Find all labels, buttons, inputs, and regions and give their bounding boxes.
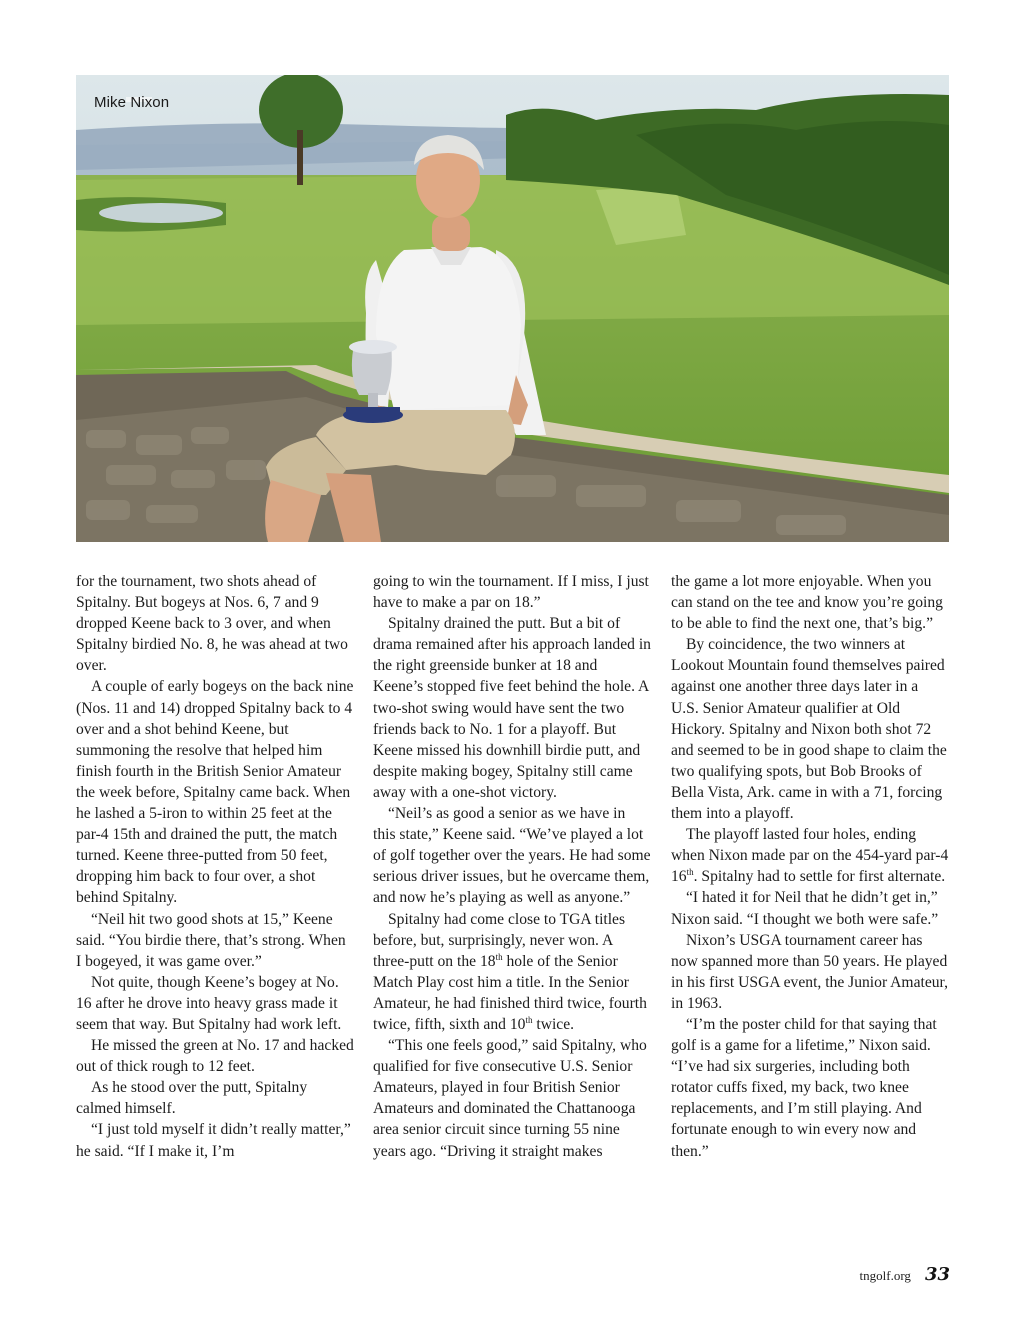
body-paragraph: The playoff lasted four holes, ending when Nixon made par on the 454-yard par-4 16th. Spitalny had to settle for first alternate. bbox=[671, 826, 949, 886]
body-paragraph: “This one feels good,” said Spitalny, who qualified for five consecutive U.S. Senior Amateurs, played in four British Senior Amateurs and dominated the Chattanooga area senior circuit since turning 55 nine years ago. “Driving it straight makes bbox=[373, 1037, 647, 1160]
body-paragraph: As he stood over the putt, Spitalny calmed himself. bbox=[76, 1079, 308, 1118]
text-column-2 bbox=[373, 571, 651, 1162]
body-paragraph: He missed the green at No. 17 and hacked out of thick rough to 12 feet. bbox=[76, 1037, 354, 1076]
body-paragraph: Spitalny drained the putt. But a bit of drama remained after his approach landed in the right greenside bunker at 18 and Keene’s stopped five feet behind the hole. A two-shot swing would have sent the two friends back to No. 1 for a playoff. But Keene missed his downhill birdie putt, and despite making bogey, Spitalny still came away with a one-shot victory. bbox=[373, 615, 651, 801]
body-paragraph: A couple of early bogeys on the back nine (Nos. 11 and 14) dropped Spitalny back to 4 over and a shot behind Keene, but summoning the resolve that helped him finish fourth in the British Senior Amateur the week before, Spitalny came back. When he lashed a 5-iron to within 25 feet at the par-4 15th and drained the putt, the match turned. Keene three-putted from 50 feet, dropping him back to four over, a shot behind Spitalny. bbox=[76, 678, 354, 907]
body-paragraph: Spitalny had come close to TGA titles before, but, surprisingly, never won. A three-putt on the 18th hole of the Senior Match Play cost him a title. In the Senior Amateur, he had finished third twice, fourth twice, fifth, sixth and 10th twice. bbox=[373, 910, 647, 1033]
page-number: 33 bbox=[924, 1264, 950, 1285]
body-paragraph: By coincidence, the two winners at Lookout Mountain found themselves paired against one another three days later in a U.S. Senior Amateur qualifier at Old Hickory. Spitalny and Nixon both shot 72 and seemed to be in good shape to claim the two qualifying spots, but Bob Brooks of Bella Vista, Ark. came in with a 71, forcing them into a playoff. bbox=[671, 636, 947, 823]
feature-photo bbox=[76, 75, 949, 542]
body-paragraph: going to win the tournament. If I miss, I just have to make a par on 18.” bbox=[373, 573, 649, 612]
body-paragraph: “I hated it for Neil that he didn’t get in,” Nixon said. “I thought we both were safe.” bbox=[671, 889, 939, 928]
page-footer bbox=[860, 1264, 950, 1285]
body-paragraph: “Neil’s as good a senior as we have in this state,” Keene said. “We’ve played a lot of golf together over the years. He had some serious driver issues, but he overcame them, and now he’s playing as well as anyone.” bbox=[373, 805, 651, 907]
golf-course-photo bbox=[76, 75, 949, 542]
body-paragraph: “I just told myself it didn’t really matter,” he said. “If I make it, I’m bbox=[76, 1121, 351, 1160]
body-paragraph: the game a lot more enjoyable. When you can stand on the tee and know you’re going to be able to find the next one, that’s big.” bbox=[671, 573, 943, 633]
body-paragraph: Not quite, though Keene’s bogey at No. 16 after he drove into heavy grass made it seem that way. But Spitalny had work left. bbox=[76, 973, 342, 1033]
photo-caption: Mike Nixon bbox=[94, 94, 170, 111]
body-paragraph: “I’m the poster child for that saying that golf is a game for a lifetime,” Nixon said. “I’ve had six surgeries, including both rotator cuffs fixed, my back, two knee replacements, and I’m still playing. And fortunate enough to win every now and then.” bbox=[671, 1015, 937, 1160]
body-paragraph: Nixon’s USGA tournament career has now spanned more than 50 years. He played in his first USGA event, the Junior Amateur, in 1963. bbox=[671, 931, 949, 1012]
body-paragraph: “Neil hit two good shots at 15,” Keene said. “You birdie there, that’s strong. When I bogeyed, it was game over.” bbox=[76, 910, 346, 970]
text-column-1 bbox=[76, 571, 354, 1162]
text-column-3 bbox=[671, 571, 949, 1162]
site-url: tngolf.org bbox=[859, 1268, 911, 1283]
body-paragraph: for the tournament, two shots ahead of Spitalny. But bogeys at Nos. 6, 7 and 9 dropped Keene back to 3 over, and when Spitalny birdied No. 8, he was ahead at two over. bbox=[76, 573, 348, 675]
